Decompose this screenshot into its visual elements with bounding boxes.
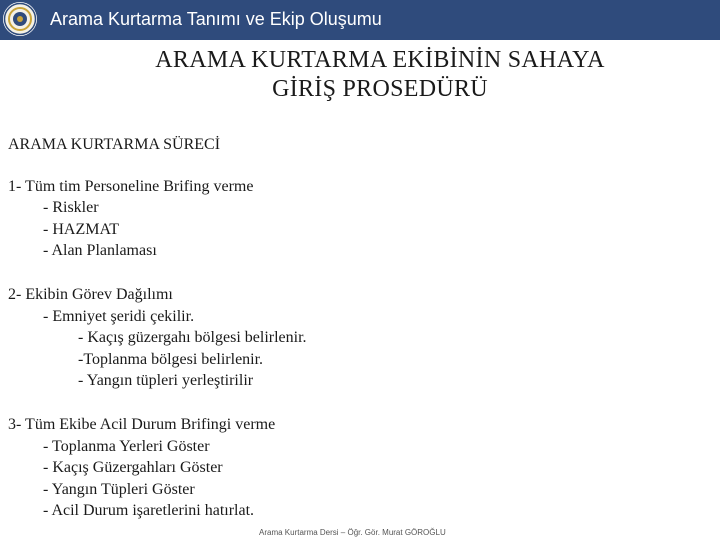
step-3-item: - Kaçış Güzergahları Göster bbox=[43, 459, 223, 477]
step-1-item: - HAZMAT bbox=[43, 220, 119, 238]
step-3-label: 3- Tüm Ekibe Acil Durum Brifingi verme bbox=[8, 415, 276, 433]
slide-body bbox=[8, 134, 708, 522]
header-bar bbox=[0, 0, 720, 40]
step-1-item: - Riskler bbox=[43, 199, 99, 217]
step-3-item: - Acil Durum işaretlerini hatırlat. bbox=[43, 502, 255, 520]
step-1-label: 1- Tüm tim Personeline Brifing verme bbox=[8, 177, 254, 195]
slide-title bbox=[0, 46, 720, 104]
step-1-item: - Alan Planlaması bbox=[43, 242, 157, 260]
step-2-item: - Emniyet şeridi çekilir. bbox=[43, 307, 195, 325]
slide-title-line-1: ARAMA KURTARMA EKİBİNİN SAHAYA bbox=[155, 47, 605, 73]
footer-credit: Arama Kurtarma Dersi – Öğr. Gör. Murat GÖROĞLU bbox=[259, 528, 446, 537]
step-2-subitem: - Yangın tüpleri yerleştirilir bbox=[78, 372, 254, 390]
header-title: Arama Kurtarma Tanımı ve Ekip Oluşumu bbox=[50, 9, 382, 29]
step-2-subitem: - Kaçış güzergahı bölgesi belirlenir. bbox=[78, 329, 307, 347]
university-seal-icon bbox=[3, 2, 37, 36]
step-2-label: 2- Ekibin Görev Dağılımı bbox=[8, 285, 173, 303]
step-3-item: - Yangın Tüpleri Göster bbox=[43, 480, 195, 498]
step-3-item: - Toplanma Yerleri Göster bbox=[43, 437, 210, 455]
step-2-subitem: -Toplanma bölgesi belirlenir. bbox=[78, 350, 264, 368]
slide-title-line-2: GİRİŞ PROSEDÜRÜ bbox=[272, 76, 488, 102]
section-heading: ARAMA KURTARMA SÜRECİ bbox=[8, 136, 221, 153]
